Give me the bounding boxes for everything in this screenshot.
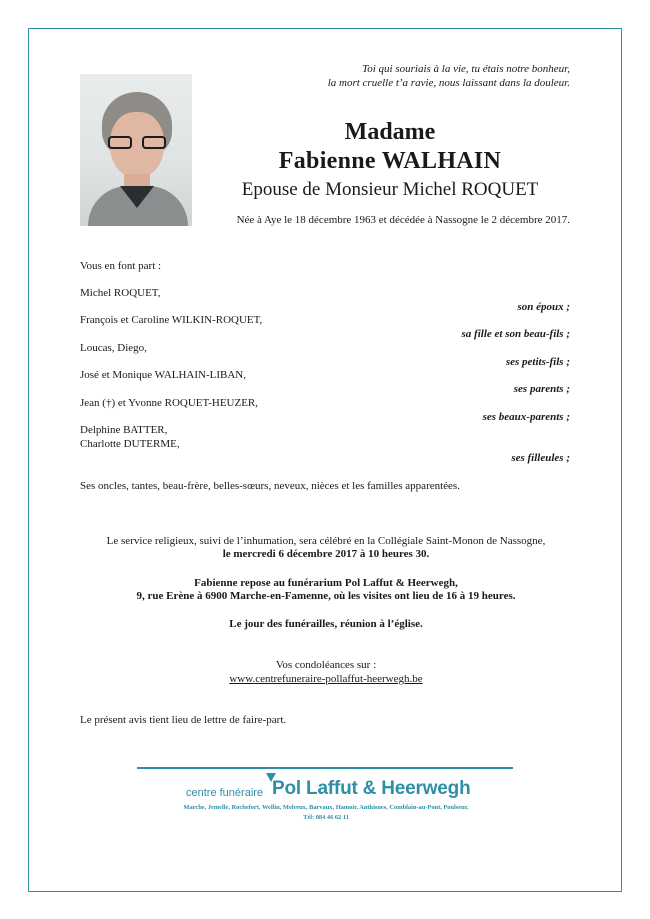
family-role: son époux ; — [517, 301, 570, 313]
logo-rule — [137, 767, 513, 769]
logo-subtitle: centre funéraire — [186, 787, 264, 799]
rest-address: 9, rue Erène à 6900 Marche-en-Famenne, où les visites ont lieu de 16 à 19 heures. — [136, 590, 516, 602]
family-name: Delphine BATTER, — [80, 424, 168, 436]
family-name: François et Caroline WILKIN-ROQUET, — [80, 314, 263, 326]
poem-line-2: la mort cruelle t’a ravie, nous laissant dans la douleur. — [327, 77, 570, 89]
family-role: sa fille et son beau-fils ; — [461, 328, 570, 340]
service-date: le mercredi 6 décembre 2017 à 10 heures 30. — [222, 548, 430, 560]
family-name: Loucas, Diego, — [80, 342, 147, 354]
notice-text: Le présent avis tient lieu de lettre de faire-part. — [80, 714, 287, 726]
birth-death-line: Née à Aye le 18 décembre 1963 et décédée à Nassogne le 2 décembre 2017. — [236, 214, 570, 226]
family-name: Charlotte DUTERME, — [80, 438, 180, 450]
relatives-text: Ses oncles, tantes, beau-frère, belles-sœurs, neveux, nièces et les familles apparentées. — [80, 480, 460, 492]
rest-line: Fabienne repose au funérarium Pol Laffut & Heerwegh, — [194, 577, 458, 589]
logo-places: Marche, Jemelle, Rochefort, Wellin, Melreux, Barvaux, Hamoir, Anthisnes, Comblain-au-Pont, Poulseur. — [183, 804, 469, 811]
logo-title: Pol Laffut & Heerwegh — [272, 778, 471, 799]
announce-text: Vous en font part : — [80, 260, 162, 272]
family-role: ses beaux-parents ; — [482, 411, 570, 423]
family-name: Jean (†) et Yvonne ROQUET-HEUZER, — [80, 397, 259, 409]
spouse-line: Epouse de Monsieur Michel ROQUET — [241, 179, 539, 200]
poem — [328, 62, 570, 90]
family-name: José et Monique WALHAIN-LIBAN, — [80, 369, 246, 381]
deceased-name: Fabienne WALHAIN — [278, 148, 502, 174]
family-name: Michel ROQUET, — [80, 287, 161, 299]
family-role: ses filleules ; — [511, 452, 570, 464]
family-role: ses parents ; — [513, 383, 570, 395]
poem-line-1: Toi qui souriais à la vie, tu étais notre bonheur, — [362, 63, 570, 75]
honorific: Madame — [344, 119, 436, 145]
condolences-link[interactable]: www.centrefuneraire-pollaffut-heerwegh.be — [229, 673, 423, 685]
condolences-label: Vos condoléances sur : — [275, 659, 377, 671]
family-role: ses petits-fils ; — [505, 356, 570, 368]
service-line: Le service religieux, suivi de l’inhumation, sera célébré en la Collégiale Saint-Monon de Nassogne, — [106, 535, 546, 547]
logo-phone: Tél: 084 46 62 11 — [303, 814, 349, 821]
funeral-day: Le jour des funérailles, réunion à l’église. — [229, 618, 423, 630]
portrait-photo — [80, 74, 192, 226]
